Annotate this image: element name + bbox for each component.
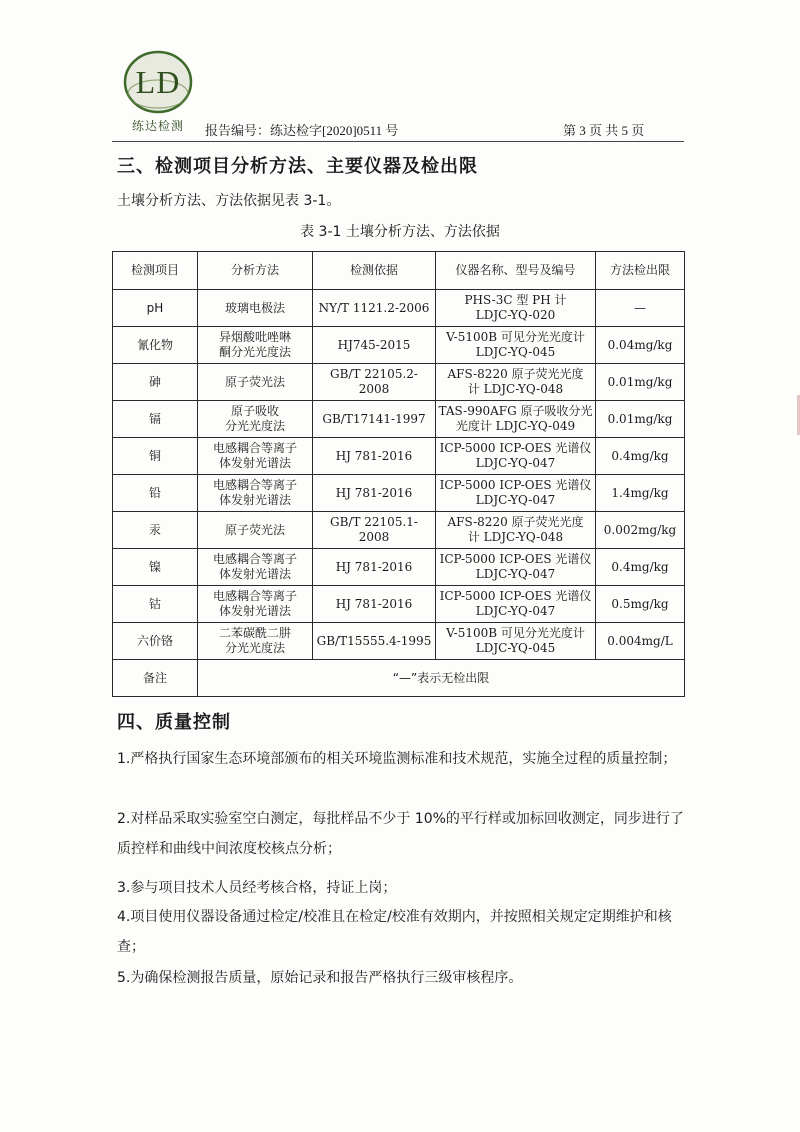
cell-limit: 1.4mg/kg — [596, 475, 685, 512]
col-header-method: 分析方法 — [198, 252, 313, 290]
qc-item-5: 5.为确保检测报告质量，原始记录和报告严格执行三级审核程序。 — [117, 970, 523, 986]
cell-method: 原子荧光法 — [198, 364, 313, 401]
table-row — [113, 512, 685, 549]
cell-item: 氰化物 — [113, 327, 198, 364]
cell-method: 异烟酸吡唑啉 酮分光光度法 — [198, 327, 313, 364]
cell-basis: GB/T 22105.1- 2008 — [313, 512, 436, 549]
col-header-limit: 方法检出限 — [596, 252, 685, 290]
cell-method: 电感耦合等离子 体发射光谱法 — [198, 475, 313, 512]
cell-limit: — — [596, 290, 685, 327]
remark-text: “—”表示无检出限 — [198, 660, 685, 697]
cell-method: 二苯碳酰二肼 分光光度法 — [198, 623, 313, 660]
section3-title: 三、检测项目分析方法、主要仪器及检出限 — [117, 156, 478, 177]
cell-method: 电感耦合等离子 体发射光谱法 — [198, 438, 313, 475]
col-header-basis: 检测依据 — [313, 252, 436, 290]
logo-text: 练达检测 — [131, 119, 184, 133]
header-divider — [112, 141, 684, 142]
cell-basis: HJ745-2015 — [313, 327, 436, 364]
table-row — [113, 623, 685, 660]
cell-method: 原子吸收 分光光度法 — [198, 401, 313, 438]
cell-basis: HJ 781-2016 — [313, 475, 436, 512]
cell-instrument: AFS-8220 原子荧光光度 计 LDJC-YQ-048 — [436, 512, 596, 549]
cell-method: 电感耦合等离子 体发射光谱法 — [198, 549, 313, 586]
qc-item-3: 3.参与项目技术人员经考核合格，持证上岗； — [117, 880, 397, 896]
section3-intro: 土壤分析方法、方法依据见表 3-1。 — [117, 193, 341, 209]
cell-instrument: TAS-990AFG 原子吸收分光 光度计 LDJC-YQ-049 — [436, 401, 596, 438]
cell-limit: 0.4mg/kg — [596, 549, 685, 586]
table-row — [113, 327, 685, 364]
cell-limit: 0.01mg/kg — [596, 401, 685, 438]
cell-instrument: ICP-5000 ICP-OES 光谱仪 LDJC-YQ-047 — [436, 549, 596, 586]
qc-item-1: 1.严格执行国家生态环境部颁布的相关环境监测标准和技术规范，实施全过程的质量控制； — [117, 751, 677, 767]
table-row — [113, 290, 685, 327]
cell-item: 砷 — [113, 364, 198, 401]
cell-item: 铜 — [113, 438, 198, 475]
cell-item: 六价铬 — [113, 623, 198, 660]
cell-item: 镍 — [113, 549, 198, 586]
cell-limit: 0.5mg/kg — [596, 586, 685, 623]
cell-instrument: ICP-5000 ICP-OES 光谱仪 LDJC-YQ-047 — [436, 586, 596, 623]
page-indicator: 第 3 页 共 5 页 — [563, 123, 645, 138]
table-row — [113, 364, 685, 401]
remark-label: 备注 — [113, 660, 198, 697]
cell-instrument: ICP-5000 ICP-OES 光谱仪 LDJC-YQ-047 — [436, 438, 596, 475]
cell-basis: HJ 781-2016 — [313, 549, 436, 586]
cell-item: 铅 — [113, 475, 198, 512]
table-row — [113, 586, 685, 623]
cell-basis: HJ 781-2016 — [313, 586, 436, 623]
cell-instrument: PHS-3C 型 PH 计 LDJC-YQ-020 — [436, 290, 596, 327]
table-row — [113, 549, 685, 586]
table-row — [113, 438, 685, 475]
table-row — [113, 401, 685, 438]
cell-method: 玻璃电极法 — [198, 290, 313, 327]
logo-letters: LD — [135, 64, 181, 100]
report-number: 报告编号：练达检字[2020]0511 号 — [205, 123, 399, 138]
cell-item: 镉 — [113, 401, 198, 438]
table-caption: 表 3-1 土壤分析方法、方法依据 — [300, 224, 500, 240]
cell-item: pH — [113, 290, 198, 327]
remark-row — [113, 660, 685, 697]
cell-instrument: ICP-5000 ICP-OES 光谱仪 LDJC-YQ-047 — [436, 475, 596, 512]
cell-limit: 0.01mg/kg — [596, 364, 685, 401]
cell-instrument: V-5100B 可见分光光度计 LDJC-YQ-045 — [436, 327, 596, 364]
qc-item-4: 4.项目使用仪器设备通过检定/校准且在检定/校准有效期内，并按照相关规定定期维护和核查； — [117, 909, 672, 955]
cell-basis: NY/T 1121.2-2006 — [313, 290, 436, 327]
table-header-row — [113, 252, 685, 290]
col-header-instrument: 仪器名称、型号及编号 — [436, 252, 596, 290]
cell-basis: HJ 781-2016 — [313, 438, 436, 475]
cell-limit: 0.002mg/kg — [596, 512, 685, 549]
section4-title: 四、质量控制 — [117, 712, 231, 733]
methods-table — [112, 251, 685, 697]
cell-method: 原子荧光法 — [198, 512, 313, 549]
cell-basis: GB/T 22105.2- 2008 — [313, 364, 436, 401]
cell-item: 钴 — [113, 586, 198, 623]
cell-limit: 0.004mg/L — [596, 623, 685, 660]
cell-instrument: AFS-8220 原子荧光光度 计 LDJC-YQ-048 — [436, 364, 596, 401]
col-header-item: 检测项目 — [113, 252, 198, 290]
cell-basis: GB/T17141-1997 — [313, 401, 436, 438]
cell-limit: 0.04mg/kg — [596, 327, 685, 364]
cell-basis: GB/T15555.4-1995 — [313, 623, 436, 660]
cell-method: 电感耦合等离子 体发射光谱法 — [198, 586, 313, 623]
cell-limit: 0.4mg/kg — [596, 438, 685, 475]
cell-instrument: V-5100B 可见分光光度计 LDJC-YQ-045 — [436, 623, 596, 660]
cell-item: 汞 — [113, 512, 198, 549]
table-row — [113, 475, 685, 512]
qc-item-2: 2.对样品采取实验室空白测定，每批样品不少于 10%的平行样或加标回收测定，同步进行了质控样和曲线中间浓度校核点分析； — [117, 811, 684, 857]
